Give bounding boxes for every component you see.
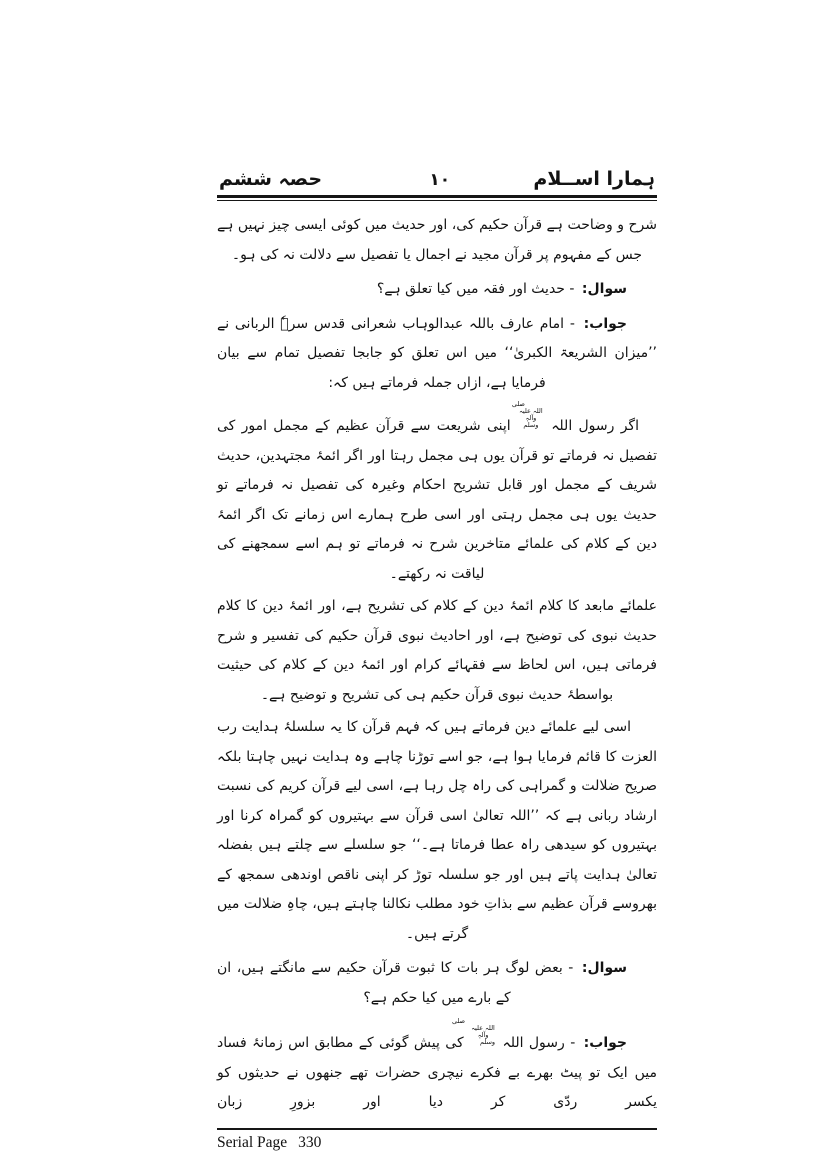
header-page-number: ۱۰ bbox=[429, 170, 451, 190]
answer-label: جواب: bbox=[583, 1035, 628, 1051]
quote-text-after-honorific: اپنی شریعت سے قرآن عظیم کے مجمل امور کی تفصیل نہ فرماتے تو قرآن یوں ہی مجمل رہتا اور اگر ائمۂ مجتہدین، حدیث شریف کے مجمل اور قابل تشریح احکام وغیرہ کی تفصیل نہ فرماتے تو حدیث یوں ہی مجمل رہتی اور اسی طرح ہمارے اس زمانے تک اگر ائمۂ دین کے کلام کی علمائے متاخرین شرح نہ فرماتے تو ہم اسے سمجھنے کی لیاقت نہ رکھتے۔ bbox=[217, 418, 657, 582]
paragraph-text: اسی لیے علمائے دین فرماتے ہیں کہ فہم قرآن کا یہ سلسلۂ ہدایت رب العزت کا قائم فرمایا ہوا ہے، جو اسے توڑنا چاہے وہ ہدایت نہیں چاہتا بلکہ صریح ضلالت و گمراہی کی راہ چل رہا ہے، اسی لیے قرآن کریم کی نسبت ارشاد ربانی ہے کہ ’’اللہ تعالیٰ اسی قرآن سے بہتیروں کو گمراہ کرنا اور بہتیروں کو سیدھی راہ عطا فرماتا ہے۔‘‘ جو سلسلے سے چلتے ہیں بفضلہ تعالیٰ ہدایت پاتے ہیں اور جو سلسلہ توڑ کر اپنی ناقص اوندھی سمجھ کے بھروسے قرآن عظیم سے بذاتِ خود مطلب نکالنا چاہتے ہیں، چاہِ ضلالت میں گرتے ہیں۔ bbox=[217, 719, 657, 942]
paragraph-text: علمائے مابعد کا کلام ائمۂ دین کے کلام کی تشریح ہے، اور ائمۂ دین کا کلام حدیث نبوی کی توضیح ہے، اور احادیث نبوی قرآن حکیم کی تفسیر و شرح فرماتی ہیں، اس لحاظ سے فقہائے کرام اور ائمۂ دین کے کلام کی حیثیت بواسطۂ حدیث نبوی قرآن حکیم ہی کی تشریح و توضیح ہے۔ bbox=[217, 598, 657, 703]
page-content bbox=[217, 168, 657, 1152]
header-rule bbox=[217, 195, 657, 201]
question-label: سوال: bbox=[581, 960, 628, 976]
question-text: - بعض لوگ ہر بات کا ثبوت قرآن حکیم سے مانگتے ہیں، ان کے بارے میں کیا حکم ہے؟ bbox=[217, 960, 574, 1006]
header-title-right: ہمارا اســلام bbox=[533, 168, 655, 190]
paragraph-fahm-quran bbox=[217, 713, 657, 949]
quote-text-before-honorific: اگر رسول اللہ bbox=[551, 418, 639, 434]
question-text: - حدیث اور فقہ میں کیا تعلق ہے؟ bbox=[376, 281, 575, 297]
serial-page-number: 330 bbox=[298, 1133, 322, 1151]
answer-text: - امام عارف باللہ عبدالوہاب شعرانی قدس سرہٗ الربانی نے ’’میزان الشریعۃ الکبریٰ‘‘ میں اس تعلق کو جابجا تفصیل تمام سے بیان فرمایا ہے، ازاں جملہ فرماتے ہیں کہ: bbox=[217, 315, 657, 391]
answer-2 bbox=[217, 1018, 657, 1118]
header-title-left: حصہ ششم bbox=[219, 168, 323, 190]
answer-text-before-honorific: - رسول اللہ bbox=[502, 1035, 576, 1051]
question-1 bbox=[217, 275, 657, 305]
page-header bbox=[217, 168, 657, 195]
answer-text-after-honorific: کی پیش گوئی کے مطابق اس زمانۂ فساد میں ایک تو پیٹ بھرے بے فکرے نیچری حضرات تھے جنھوں نے حدیثوں کو یکسر ردّی کر دیا اور بزورِ زبان bbox=[217, 1035, 657, 1110]
paragraph-continuation bbox=[217, 211, 657, 270]
answer-label: جواب: bbox=[583, 315, 627, 332]
question-label: سوال: bbox=[581, 281, 627, 297]
paragraph-ulama bbox=[217, 592, 657, 710]
body-text bbox=[217, 211, 657, 1118]
serial-page-label: Serial Page bbox=[217, 1133, 288, 1151]
footer-rule bbox=[217, 1128, 657, 1130]
paragraph-text: شرح و وضاحت ہے قرآن حکیم کی، اور حدیث میں کوئی ایسی چیز نہیں ہے جس کے مفہوم پر قرآن مجید نے اجمال یا تفصیل سے دلالت نہ کی ہو۔ bbox=[217, 217, 657, 263]
serial-page bbox=[217, 1134, 657, 1152]
question-2 bbox=[217, 954, 657, 1013]
quote-paragraph bbox=[217, 401, 657, 589]
answer-1 bbox=[217, 310, 657, 399]
honorific-mark: صلی اللہ علیہ وآلہٖ وسلم bbox=[451, 1017, 496, 1046]
honorific-mark: صلی اللہ علیہ وآلہٖ وسلم bbox=[511, 400, 543, 429]
